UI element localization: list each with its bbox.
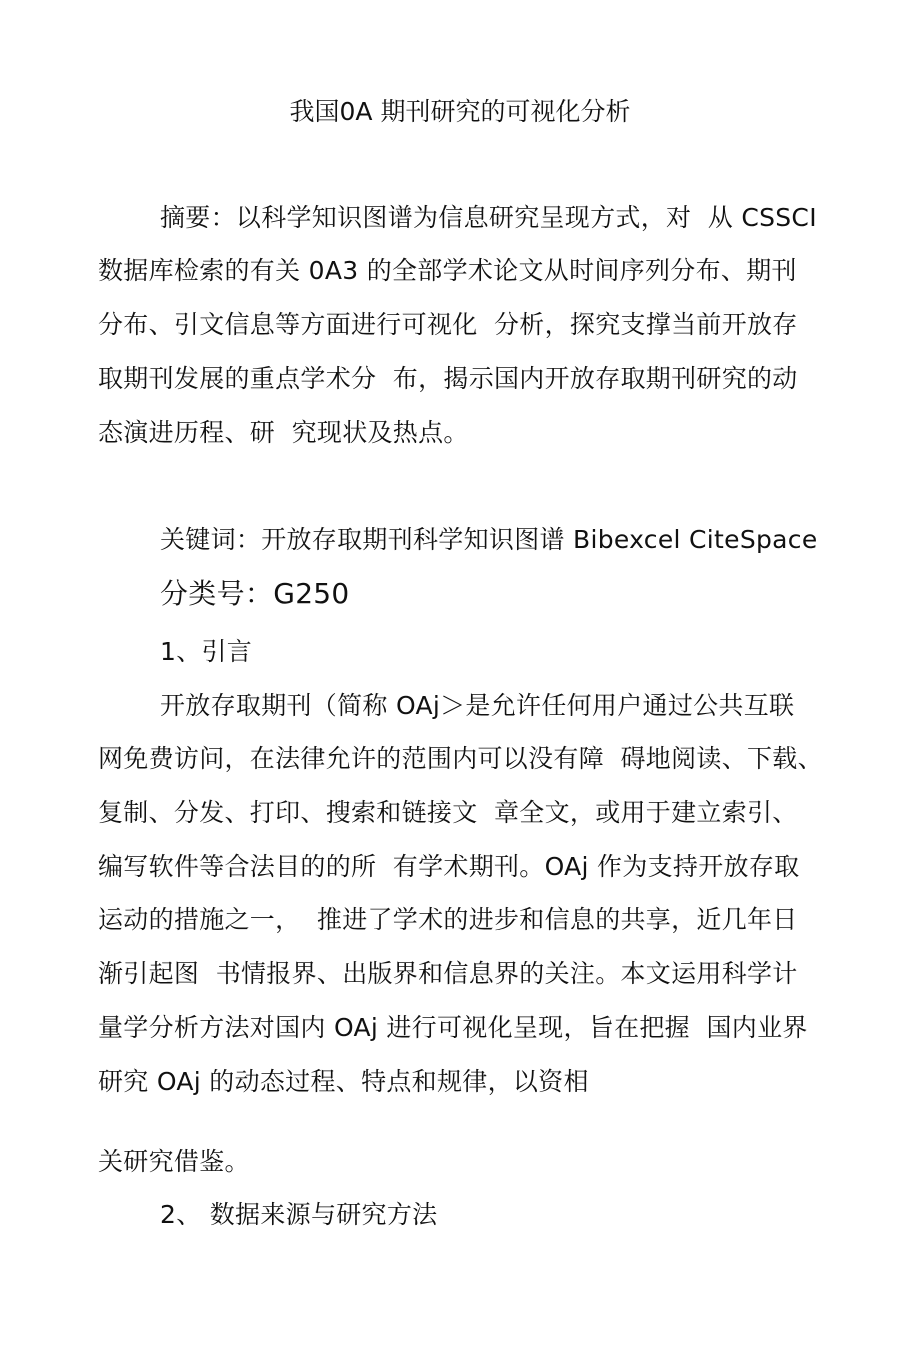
keywords-line: 关键词：开放存取期刊科学知识图谱 Bibexcel CiteSpace (160, 525, 818, 554)
intro-line: 量学分析方法对国内 OAj 进行可视化呈现，旨在把握 国内业界 (98, 1013, 808, 1042)
abstract-line: 分布、引文信息等方面进行可视化 分析，探究支撑当前开放存 (98, 310, 798, 339)
classification-number: 分类号：G250 (160, 577, 350, 610)
intro-line-tail: 关研究借鉴。 (98, 1147, 250, 1176)
intro-line: 开放存取期刊（简称 OAj＞是允许任何用户通过公共互联 (160, 691, 795, 720)
intro-line: 运动的措施之一， 推进了学术的进步和信息的共享，近几年日 (98, 905, 798, 934)
intro-line: 编写软件等合法目的的所 有学术期刊。OAj 作为支持开放存取 (98, 852, 800, 881)
abstract-line: 数据库检索的有关 0A3 的全部学术论文从时间序列分布、期刊 (98, 256, 797, 285)
document-title: 我国0A 期刊研究的可视化分析 (289, 97, 631, 126)
intro-line: 渐引起图 书情报界、出版界和信息界的关注。本文运用科学计 (98, 959, 798, 988)
section-heading-introduction: 1、引言 (160, 637, 253, 666)
intro-line: 研究 OAj 的动态过程、特点和规律，以资相 (98, 1067, 589, 1096)
section-heading-data-sources: 2、 数据来源与研究方法 (160, 1200, 438, 1229)
abstract-line: 取期刊发展的重点学术分 布，揭示国内开放存取期刊研究的动 (98, 364, 798, 393)
intro-line: 网免费访问，在法律允许的范围内可以没有障 碍地阅读、下载、 (98, 744, 823, 773)
intro-line: 复制、分发、打印、搜索和链接文 章全文，或用于建立索引、 (98, 798, 798, 827)
abstract-line: 摘要：以科学知识图谱为信息研究呈现方式，对 从 CSSCI (160, 203, 817, 232)
abstract-line: 态演进历程、研 究现状及热点。 (98, 418, 469, 447)
